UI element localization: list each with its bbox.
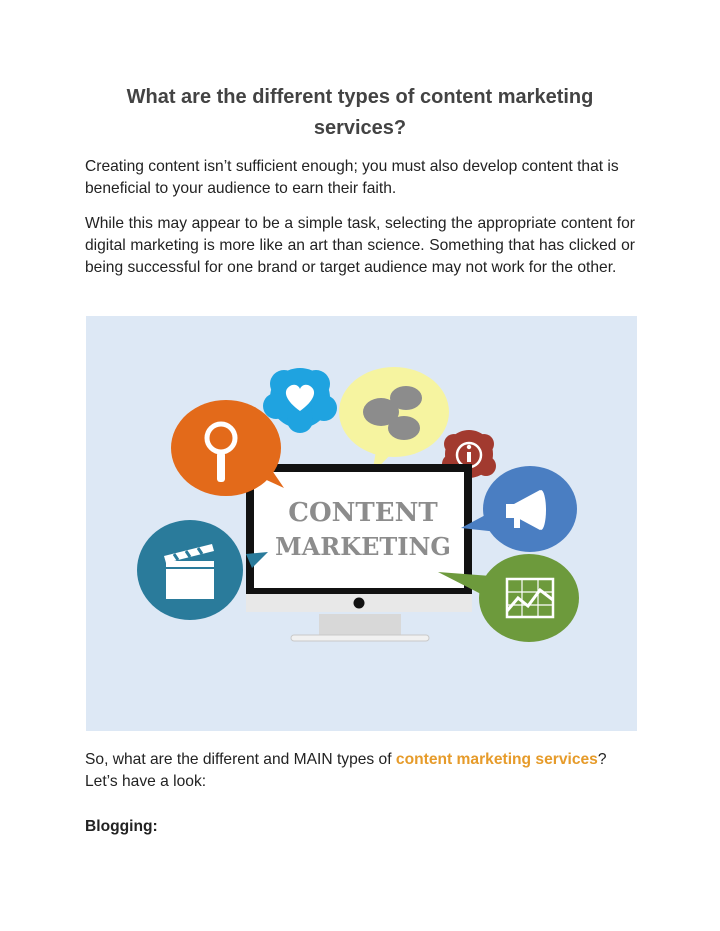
body-paragraph: While this may appear to be a simple task, selecting the appropriate content for digital marketing is more like an art than science. Something that has clicked or being successful for one brand or target audience may not work for the other. <box>85 215 635 276</box>
screen-text-line-1: CONTENT <box>288 498 438 528</box>
chat-bubble-icon <box>339 367 449 474</box>
page-title: What are the different types of content marketing services? <box>126 86 594 139</box>
content-marketing-services-link[interactable]: content marketing services <box>395 751 598 768</box>
intro-paragraph: Creating content isn’t sufficient enough; you must also develop content that is beneficial to your audience to earn their faith. <box>85 158 619 197</box>
closing-text-start: So, what are the different and MAIN types of <box>85 751 396 768</box>
closing-paragraph <box>85 749 635 793</box>
closing-text-end: ? Let’s have a look: <box>85 751 607 790</box>
heart-bubble-icon <box>263 368 337 433</box>
megaphone-bubble-icon <box>461 466 577 552</box>
section-heading-blogging: Blogging: <box>85 818 158 835</box>
content-marketing-illustration <box>86 316 637 731</box>
screen-text-line-2: MARKETING <box>275 532 451 561</box>
